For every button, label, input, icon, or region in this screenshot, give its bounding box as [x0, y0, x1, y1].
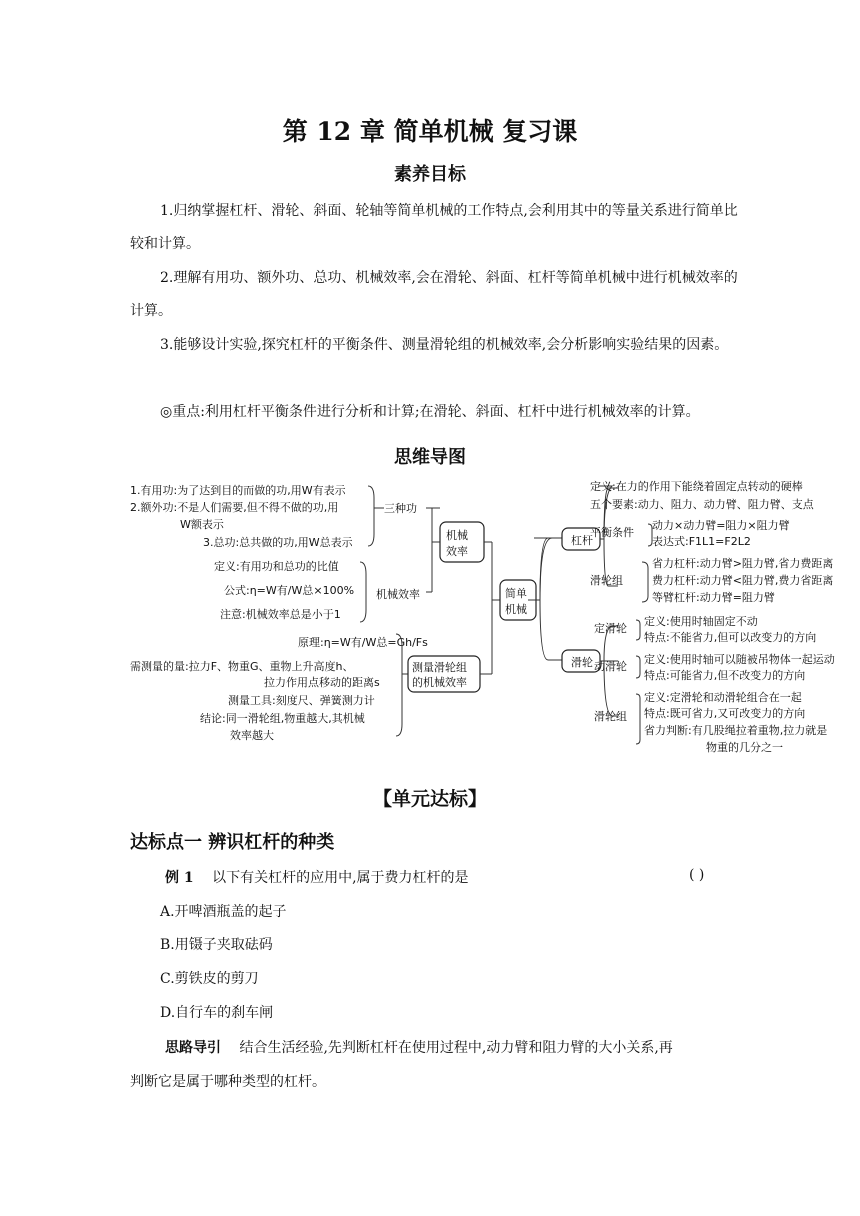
example-question: [165, 867, 469, 887]
work-brace: [368, 486, 374, 546]
efficiency-def: 定义:有用功和总功的比值: [214, 560, 339, 573]
hint: [165, 1037, 673, 1057]
measure-conclusion: 结论:同一滑轮组,物重越大,其机械: [200, 712, 365, 725]
pulley-group-1: 定义:定滑轮和动滑轮组合在一起: [644, 691, 802, 704]
fixed-pulley-1: 定义:使用时轴固定不动: [644, 615, 758, 628]
moving-pulley-1: 定义:使用时轴可以随被吊物体一起运动: [644, 653, 835, 666]
goal-1: 1.归纳掌握杠杆、滑轮、斜面、轮轴等简单机械的工作特点,会利用其中的等量关系进行简单比较和计算。: [130, 203, 738, 252]
efficiency-brace: [360, 562, 366, 622]
efficiency-formula: 公式:η=W有/W总×100%: [224, 584, 355, 597]
hint-label: 思路导引: [165, 1040, 221, 1056]
unit-heading: 【单元达标】: [372, 788, 487, 810]
moving-pulley-label: 动滑轮: [594, 660, 627, 673]
measure-tools: 测量工具:刻度尺、弹簧测力计: [228, 694, 375, 707]
answer-blank: ( ): [689, 867, 705, 883]
point-title: 达标点一 辨识杠杆的种类: [130, 832, 335, 853]
pulley-group-3: 省力判断:有几股绳拉着重物,拉力就是: [644, 724, 828, 737]
extra-work-text-cont: W额表示: [180, 518, 224, 531]
lever-balance-2: 表达式:F1L1=F2L2: [652, 535, 751, 548]
measure-brace: [396, 634, 402, 736]
efficiency-note: 注意:机械效率总是小于1: [220, 608, 341, 621]
example-label: 例 1: [165, 870, 194, 886]
goal-2: 2.理解有用功、额外功、总功、机械效率,会在滑轮、斜面、杠杆等简单机械中进行机械效率的计算。: [130, 270, 738, 319]
key-point: ◎重点:利用杠杆平衡条件进行分析和计算;在滑轮、斜面、杠杆中进行机械效率的计算。: [160, 404, 700, 420]
measure-conclusion-cont: 效率越大: [230, 729, 274, 742]
pulley-group-label: 滑轮组: [594, 710, 627, 723]
example-text: 以下有关杠杆的应用中,属于费力杠杆的是: [212, 870, 469, 886]
measure-needs: 需测量的量:拉力F、物重G、重物上升高度h、: [130, 660, 354, 673]
useful-work-text: 1.有用功:为了达到目的而做的功,用W有表示: [130, 484, 346, 497]
extra-work-text: 2.额外功:不是人们需要,但不得不做的功,用: [130, 501, 339, 514]
center-node-line1: 简单: [505, 587, 527, 600]
efficiency-node-line1: 机械: [446, 529, 468, 542]
lever-balance-label: 平衡条件: [590, 526, 634, 539]
option-d: D.自行车的刹车闸: [160, 1005, 274, 1021]
lever-def: 定义:在力的作用下能绕着固定点转动的硬棒: [590, 480, 803, 493]
goals-heading: 素养目标: [394, 164, 466, 185]
fixed-pulley-2: 特点:不能省力,但可以改变力的方向: [644, 631, 817, 644]
total-work-text: 3.总功:总共做的功,用W总表示: [203, 536, 353, 549]
hint-text-cont: 判断它是属于哪种类型的杠杆。: [130, 1074, 326, 1090]
lever-label: 杠杆: [571, 534, 593, 547]
page-title: 第 12 章 简单机械 复习课: [282, 117, 578, 146]
measure-node-line2: 的机械效率: [412, 676, 467, 689]
measure-principle: 原理:η=W有/W总=Gh/Fs: [298, 636, 428, 649]
hint-text: 结合生活经验,先判断杠杆在使用过程中,动力臂和阻力臂的大小关系,再: [239, 1040, 673, 1056]
three-work-label: 三种功: [384, 502, 417, 515]
pulley-label: 滑轮: [571, 656, 593, 669]
lever-type-3: 等臂杠杆:动力臂=阻力臂: [652, 591, 775, 604]
efficiency-label: 机械效率: [376, 588, 420, 601]
mindmap-heading: 思维导图: [394, 447, 466, 468]
lever-elements: 五个要素:动力、阻力、动力臂、阻力臂、支点: [590, 498, 814, 511]
option-a: A.开啤酒瓶盖的起子: [160, 904, 287, 920]
measure-needs-cont: 拉力作用点移动的距离s: [264, 676, 380, 689]
goal-3: 3.能够设计实验,探究杠杆的平衡条件、测量滑轮组的机械效率,会分析影响实验结果的因素。: [160, 337, 729, 353]
center-node-line2: 机械: [505, 603, 527, 616]
lever-type-1: 省力杠杆:动力臂>阻力臂,省力费距离: [652, 557, 834, 570]
option-c: C.剪铁皮的剪刀: [160, 971, 259, 987]
pulley-group-2: 特点:既可省力,又可改变力的方向: [644, 707, 806, 720]
measure-node-line1: 测量滑轮组: [412, 661, 467, 674]
pulley-group-4: 物重的几分之一: [706, 741, 783, 754]
mind-map: [128, 474, 860, 774]
moving-pulley-2: 特点:可能省力,但不改变力的方向: [644, 669, 806, 682]
fixed-pulley-label: 定滑轮: [594, 622, 627, 635]
lever-types-label: 滑轮组: [590, 574, 623, 587]
option-b: B.用镊子夹取砝码: [160, 937, 273, 953]
efficiency-node-line2: 效率: [446, 545, 468, 558]
lever-balance-1: 动力×动力臂=阻力×阻力臂: [652, 519, 790, 532]
lever-type-2: 费力杠杆:动力臂<阻力臂,费力省距离: [652, 574, 834, 587]
